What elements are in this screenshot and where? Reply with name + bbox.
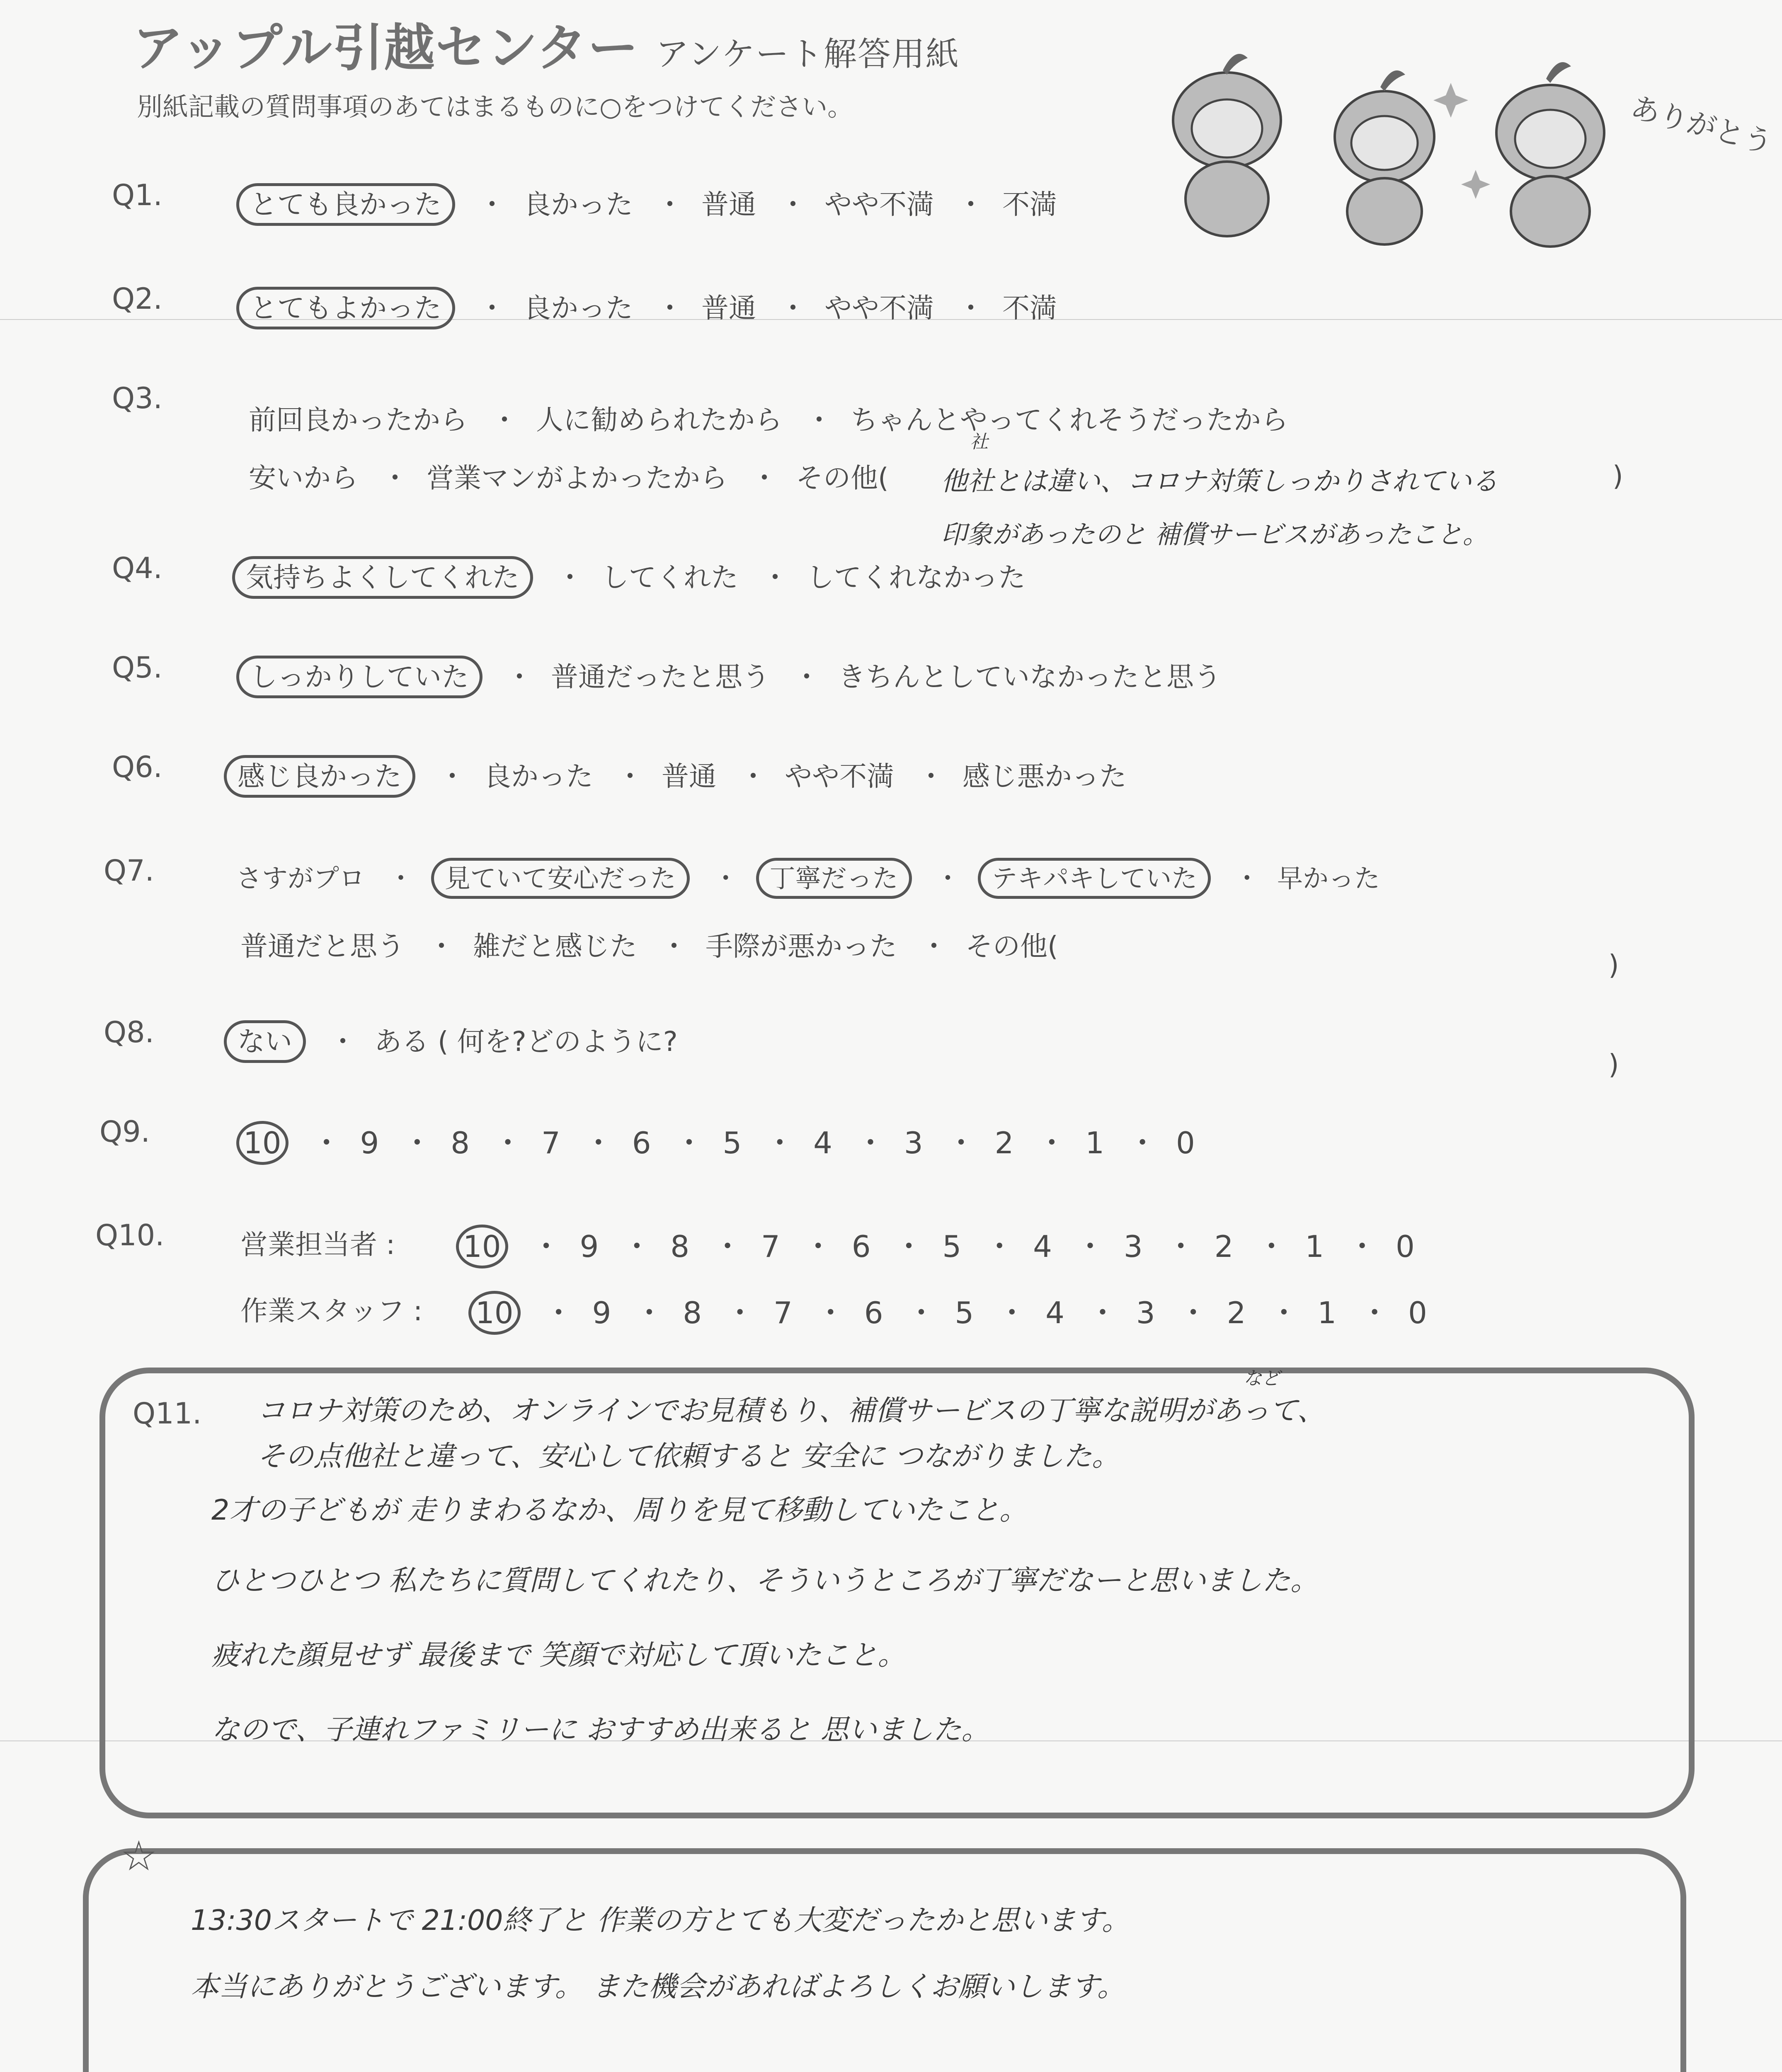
q9-score[interactable]: 3 [904, 1126, 923, 1160]
q7-option[interactable]: 普通だと思う [240, 930, 405, 962]
q9-score[interactable]: 6 [632, 1126, 651, 1160]
q3-other-handwritten: 他社とは違い、コロナ対策しっかりされている [941, 466, 1498, 497]
q9-score[interactable]: 9 [360, 1126, 379, 1160]
q8-option[interactable]: ある ( 何を?どのように? [374, 1026, 678, 1058]
q5-options: しっかりしていた ・ 普通だったと思う ・ きちんとしていなかったと思う [236, 655, 1230, 694]
q6-option[interactable]: 普通 [661, 760, 716, 792]
q3-options-line1: 前回良かったから ・ 人に勧められたから ・ ちゃんとやってくれそうだったから [249, 404, 1288, 436]
q5-option[interactable]: きちんとしていなかったと思う [838, 661, 1221, 693]
free-comment-box[interactable] [83, 1848, 1686, 2072]
q9-label: Q9. [99, 1115, 150, 1149]
q10-sales-score-selected[interactable]: 10 [456, 1225, 508, 1268]
q4-label: Q4. [112, 551, 162, 585]
q3-label: Q3. [112, 381, 162, 415]
q10-score[interactable]: 3 [1123, 1229, 1143, 1264]
q7-option-selected[interactable]: 見ていて安心だった [431, 858, 690, 899]
q2-option[interactable]: やや不満 [824, 292, 934, 324]
q10-score[interactable]: 0 [1408, 1295, 1427, 1330]
q10-label: Q10. [95, 1218, 165, 1252]
free-comment-line: 13:30スタートで 21:00終了と 作業の方とても大変だったかと思います。 [191, 1904, 1130, 1937]
q11-annotation: など [1244, 1368, 1280, 1389]
q1-label: Q1. [112, 178, 162, 212]
q11-line: その点他社と違って、安心して依頼すると 安全に つながりました。 [257, 1440, 1120, 1473]
q10-staff-score-selected[interactable]: 10 [468, 1291, 521, 1335]
q4-option[interactable]: してくれなかった [806, 562, 1026, 593]
q9-score[interactable]: 7 [541, 1126, 560, 1160]
monkey-mascot-illustration [1152, 33, 1776, 249]
form-subtitle: アンケート解答用紙 [655, 35, 960, 73]
q9-score[interactable]: 5 [722, 1126, 742, 1160]
q10-score[interactable]: 5 [942, 1229, 962, 1264]
page-title [133, 7, 960, 80]
mascot-thanks-text: ありがとう [1627, 90, 1776, 161]
q10-staff-scale: 10 ・ 9 ・ 8 ・ 7 ・ 6 ・ 5 ・ 4 ・ 3 ・ 2 ・ 1 ・ 0 [468, 1289, 1436, 1332]
q3-option[interactable]: ちゃんとやってくれそうだったから [850, 404, 1288, 436]
q9-score[interactable]: 2 [994, 1126, 1014, 1160]
q7-closing-paren: ) [1608, 949, 1619, 981]
q3-closing-paren: ) [1612, 460, 1623, 492]
company-name: アップル引越センター [133, 19, 639, 77]
q3-other-handwritten-2: 印象があったのと 補償サービスがあったこと。 [941, 519, 1489, 549]
q10-score[interactable]: 1 [1317, 1295, 1337, 1330]
q9-score[interactable]: 1 [1085, 1126, 1105, 1160]
q9-scale: 10 ・ 9 ・ 8 ・ 7 ・ 6 ・ 5 ・ 4 ・ 3 ・ 2 ・ 1 ・ 0 [236, 1119, 1204, 1162]
q3-option[interactable]: 安いから [249, 462, 358, 494]
q10-score[interactable]: 2 [1214, 1229, 1234, 1264]
q5-option-selected[interactable]: しっかりしていた [236, 656, 482, 698]
q10-score[interactable]: 1 [1305, 1229, 1324, 1264]
q10-score[interactable]: 4 [1033, 1229, 1052, 1264]
q9-score[interactable]: 0 [1176, 1126, 1195, 1160]
q10-score[interactable]: 5 [955, 1295, 974, 1330]
q9-score-selected[interactable]: 10 [236, 1121, 289, 1165]
q3-option[interactable]: 営業マンがよかったから [426, 462, 727, 494]
q6-option[interactable]: やや不満 [784, 760, 894, 792]
q11-label: Q11. [133, 1397, 202, 1431]
q7-options-line1: さすがプロ ・ 見ていて安心だった ・ 丁寧だった ・ テキパキしていた ・ 早かった [236, 858, 1389, 895]
q1-options: とても良かった ・ 良かった ・ 普通 ・ やや不満 ・ 不満 [236, 182, 1066, 222]
q6-options: 感じ良かった ・ 良かった ・ 普通 ・ やや不満 ・ 感じ悪かった [224, 754, 1136, 794]
q8-option-selected[interactable]: ない [224, 1020, 306, 1063]
q10-score[interactable]: 9 [579, 1229, 599, 1264]
q6-option-selected[interactable]: 感じ良かった [224, 755, 415, 798]
q1-option[interactable]: 普通 [701, 189, 756, 220]
q2-options: とてもよかった ・ 良かった ・ 普通 ・ やや不満 ・ 不満 [236, 286, 1066, 325]
q4-option[interactable]: してくれた [601, 562, 738, 593]
q4-option-selected[interactable]: 気持ちよくしてくれた [232, 556, 533, 599]
q9-score[interactable]: 4 [813, 1126, 832, 1160]
q10-score[interactable]: 6 [851, 1229, 871, 1264]
q6-option[interactable]: 良かった [483, 760, 593, 792]
q7-option[interactable]: さすがプロ [236, 863, 365, 893]
q7-option[interactable]: 早かった [1277, 863, 1380, 893]
q2-option[interactable]: 普通 [701, 292, 756, 324]
q3-options-line2: 安いから ・ 営業マンがよかったから ・ その他( [249, 462, 889, 494]
q8-closing-paren: ) [1608, 1048, 1619, 1080]
q10-staff-label: 作業スタッフ : [240, 1295, 423, 1327]
q7-label: Q7. [104, 854, 154, 888]
q2-option[interactable]: 不満 [1002, 292, 1057, 324]
q7-options-line2: 普通だと思う ・ 雑だと感じた ・ 手際が悪かった ・ その他( [240, 930, 1058, 962]
q3-option-other[interactable]: その他( [795, 462, 889, 494]
q2-option-selected[interactable]: とてもよかった [236, 287, 455, 329]
q8-label: Q8. [104, 1015, 154, 1049]
q11-line: 疲れた顔見せず 最後まで 笑顔で対応して頂いたこと。 [211, 1639, 906, 1672]
q10-score[interactable]: 3 [1136, 1295, 1155, 1330]
star-icon: ☆ [120, 1832, 158, 1880]
q1-option-selected[interactable]: とても良かった [236, 183, 455, 226]
q1-option[interactable]: やや不満 [824, 189, 934, 220]
q1-option[interactable]: 良かった [523, 189, 633, 220]
q7-option[interactable]: 雑だと感じた [473, 930, 637, 962]
q6-option[interactable]: 感じ悪かった [962, 760, 1127, 792]
q5-option[interactable]: 普通だったと思う [550, 661, 770, 693]
q10-sales-scale: 10 ・ 9 ・ 8 ・ 7 ・ 6 ・ 5 ・ 4 ・ 3 ・ 2 ・ 1 ・ 0 [456, 1222, 1424, 1266]
q10-sales-label: 営業担当者 : [240, 1229, 395, 1261]
free-comment-line: 本当にありがとうございます。 また機会があればよろしくお願いします。 [191, 1970, 1125, 2003]
q7-option[interactable]: 手際が悪かった [705, 930, 897, 962]
q10-score[interactable]: 6 [864, 1295, 883, 1330]
q11-line: コロナ対策のため、オンラインでお見積もり、補償サービスの丁寧な説明があって、 [257, 1394, 1326, 1427]
q2-option[interactable]: 良かった [523, 292, 633, 324]
q10-score[interactable]: 7 [773, 1295, 793, 1330]
q1-option[interactable]: 不満 [1002, 189, 1057, 220]
q7-option-selected[interactable]: テキパキしていた [978, 858, 1211, 899]
q7-option-other[interactable]: その他( [965, 930, 1058, 962]
q10-score[interactable]: 7 [761, 1229, 780, 1264]
q11-line: ひとつひとつ 私たちに質問してくれたり、そういうところが丁寧だなーと思いました。 [211, 1564, 1319, 1597]
q10-score[interactable]: 2 [1227, 1295, 1246, 1330]
instruction-text: 別紙記載の質問事項のあてはまるものに○をつけてください。 [137, 92, 853, 122]
q8-options: ない ・ ある ( 何を?どのように? [224, 1019, 687, 1059]
q7-option-selected[interactable]: 丁寧だった [756, 858, 912, 899]
q2-label: Q2. [112, 282, 162, 316]
q3-option[interactable]: 人に勧められたから [536, 404, 782, 436]
q3-other-annotation: 社 [970, 431, 988, 453]
q10-score[interactable]: 8 [683, 1295, 702, 1330]
q10-score[interactable]: 4 [1045, 1295, 1064, 1330]
q6-label: Q6. [112, 750, 162, 784]
q10-score[interactable]: 9 [592, 1295, 611, 1330]
q9-score[interactable]: 8 [451, 1126, 470, 1160]
q10-score[interactable]: 0 [1396, 1229, 1415, 1264]
q3-option[interactable]: 前回良かったから [249, 404, 468, 436]
q5-label: Q5. [112, 651, 162, 685]
q10-score[interactable]: 8 [670, 1229, 690, 1264]
q11-line: 2才の子どもが 走りまわるなか、周りを見て移動していたこと。 [211, 1494, 1028, 1527]
q11-line: なので、子連れファミリーに おすすめ出来ると 思いました。 [211, 1714, 990, 1746]
q4-options: 気持ちよくしてくれた ・ してくれた ・ してくれなかった [232, 555, 1035, 595]
